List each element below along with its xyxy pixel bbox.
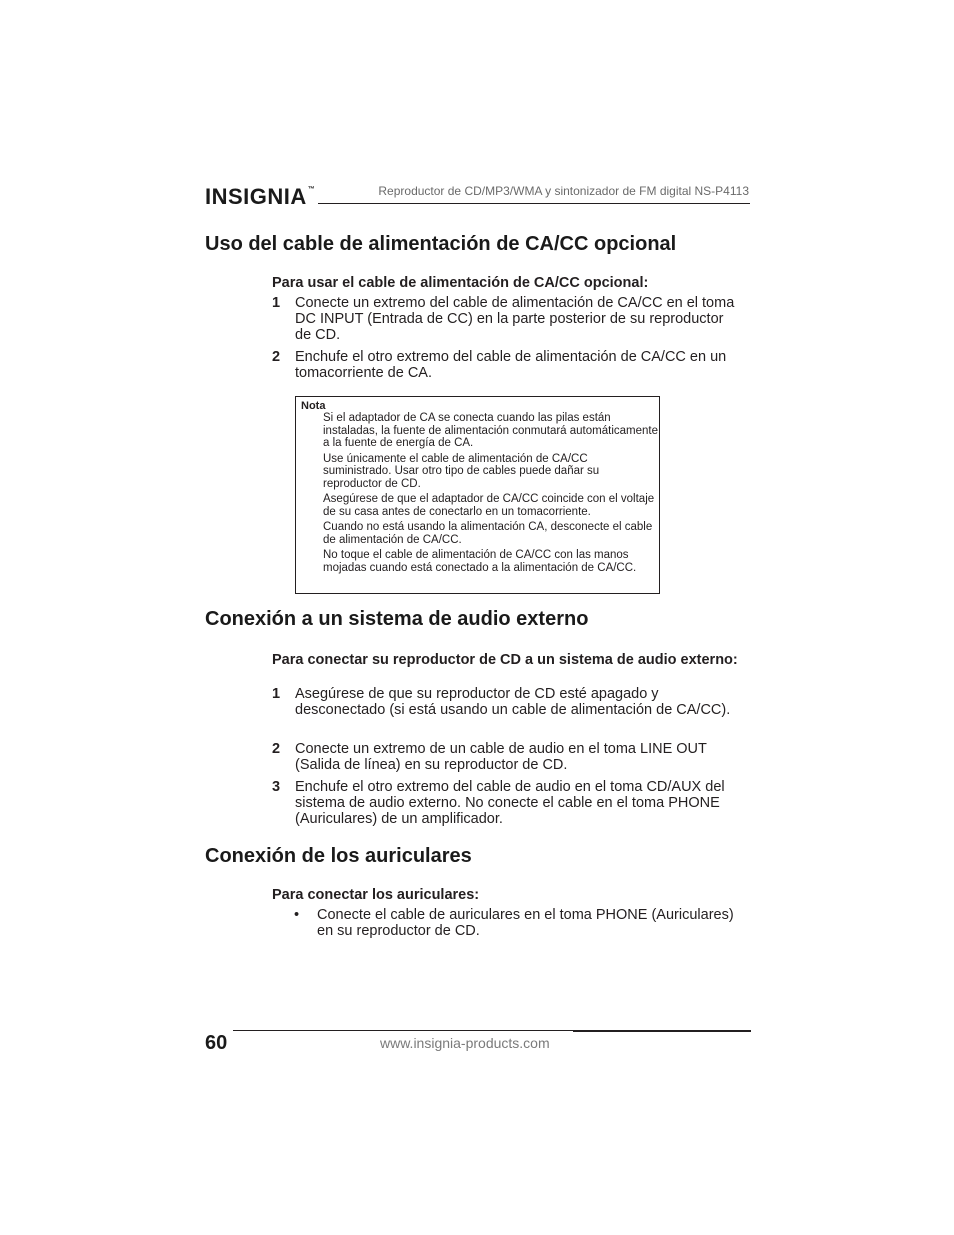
note-item: Si el adaptador de CA se conecta cuando las pilas están instaladas, la fuente de alimentación conmutará automáticamente a la fuente de energía de CA.	[323, 412, 658, 449]
note-item: Use únicamente el cable de alimentación de CA/CC suministrado. Usar otro tipo de cables puede dañar su reproductor de CD.	[323, 452, 600, 490]
procedure-title-headphones: Para conectar los auriculares:	[272, 887, 480, 903]
step-text: Conecte un extremo del cable de alimentación de CA/CC en el toma DC INPUT (Entrada de CC) en la parte posterior de su reproductor de CD.	[295, 295, 735, 343]
note-title: Nota	[301, 400, 326, 412]
note-item: No toque el cable de alimentación de CA/CC con las manos mojadas cuando está conectado a la alimentación de CA/CC.	[323, 549, 637, 574]
note-box	[295, 396, 660, 594]
page-number: 60	[205, 1032, 228, 1054]
footer-divider-thick	[573, 1030, 751, 1032]
step-number: 2	[272, 349, 281, 365]
bullet-text: Conecte el cable de auriculares en el toma PHONE (Auriculares) en su reproductor de CD.	[317, 907, 734, 939]
step-text: Enchufe el otro extremo del cable de audio en el toma CD/AUX del sistema de audio externo. No conecte el cable en el toma PHONE (Auriculares) de un amplificador.	[295, 779, 725, 827]
step-number: 3	[272, 779, 281, 795]
section-heading-external-audio: Conexión a un sistema de audio externo	[205, 608, 589, 630]
step-text: Enchufe el otro extremo del cable de alimentación de CA/CC en un tomacorriente de CA.	[295, 349, 727, 381]
procedure-title-external-audio: Para conectar su reproductor de CD a un sistema de audio externo:	[272, 652, 738, 668]
step-number: 1	[272, 686, 281, 702]
step-text: Asegúrese de que su reproductor de CD esté apagado y desconectado (si está usando un cable de alimentación de CA/CC).	[295, 686, 731, 718]
header-divider	[318, 203, 750, 204]
step-item	[272, 741, 742, 773]
footer-divider-thin	[233, 1030, 573, 1031]
step-number: 2	[272, 741, 281, 757]
note-list	[323, 412, 658, 577]
footer-url: www.insignia-products.com	[380, 1035, 550, 1051]
running-header-title: Reproductor de CD/MP3/WMA y sintonizador de FM digital NS-P4113	[378, 184, 749, 198]
section-heading-power-cable: Uso del cable de alimentación de CA/CC opcional	[205, 233, 677, 255]
note-item: Asegúrese de que el adaptador de CA/CC coincide con el voltaje de su casa antes de conectarlo en un tomacorriente.	[323, 493, 655, 518]
note-item: Cuando no está usando la alimentación CA, desconecte el cable de alimentación de CA/CC.	[323, 521, 653, 546]
step-text: Conecte un extremo de un cable de audio en el toma LINE OUT (Salida de línea) en su reproductor de CD.	[295, 741, 707, 773]
step-item	[272, 779, 742, 827]
step-item	[272, 686, 742, 718]
bullet-item	[294, 907, 744, 939]
section-heading-headphones: Conexión de los auriculares	[205, 845, 472, 867]
logo-text: INSIGNIA	[205, 184, 307, 209]
brand-logo	[205, 184, 315, 210]
bullet-icon: •	[294, 907, 300, 923]
step-number: 1	[272, 295, 281, 311]
step-item	[272, 349, 742, 381]
step-item	[272, 295, 742, 343]
trademark-symbol: ™	[307, 186, 316, 193]
procedure-title-power-cable: Para usar el cable de alimentación de CA/CC opcional:	[272, 275, 649, 291]
